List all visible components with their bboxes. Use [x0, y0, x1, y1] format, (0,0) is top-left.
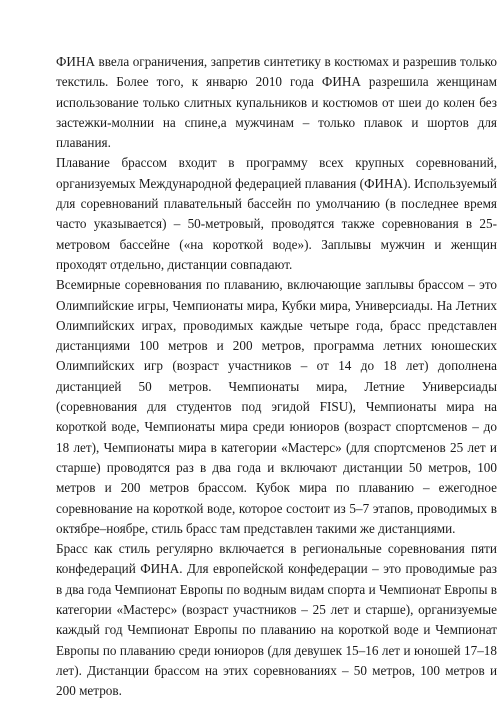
paragraph-regional-competitions: Брасс как стиль регулярно включается в региональные соревнования пяти конфедераций ФИНА. Для европейской конфедерации – это проводимые раз в два года Чемпионат Европы по водным видам спорта и Чемпионат Европы в категории «Мастерс» (возраст участников – 25 лет и старше), организуемые каждый год Чемпионат Европы по плаванию на короткой воде и Чемпионат Европы по плаванию среди юниоров (для девушек 15–16 лет и юношей 17–18 лет). Дистанции брассом на этих соревнованиях – 50 метров, 100 метров и 200 метров.: [56, 541, 497, 699]
paragraph-breaststroke-competitions: Плавание брассом входит в программу всех крупных соревнований, организуемых Международной федерацией плавания (ФИНА). Используемый для соревнований плавательный бассейн по умолчанию (в последнее время часто указывается) – 50-метровый, проводятся также соревнования в 25-метровом бассейне («на короткой воде»). Заплывы мужчин и женщин проходят отдельно, дистанции совпадают.: [56, 155, 497, 272]
document-page: [56, 52, 497, 702]
paragraph-world-competitions: Всемирные соревнования по плаванию, включающие заплывы брассом – это Олимпийские игры, Чемпионаты мира, Кубки мира, Универсиады. На Летних Олимпийских играх, проводимых каждые четыре года, брасс представлен дистанциями 100 метров и 200 метров, программа летних юношеских Олимпийских игр (возраст участников – от 14 до 18 лет) дополнена дистанцией 50 метров. Чемпионаты мира, Летние Универсиады (соревнования для студентов под эгидой FISU), Чемпионаты мира на короткой воде, Чемпионаты мира среди юниоров (возраст спортсменов – до 18 лет), Чемпионаты мира в категории «Мастерс» (для спортсменов 25 лет и старше) проводятся раз в два года и включают дистанции 50 метров, 100 метров и 200 метров брассом. Кубок мира по плаванию – ежегодное соревнование на короткой воде, которое состоит из 5–7 этапов, проводимых в октябре–ноябре, стиль брасс там представлен такими же дистанциями.: [56, 277, 497, 536]
paragraph-fina-restrictions: ФИНА ввела ограничения, запретив синтетику в костюмах и разрешив только текстиль. Более того, к январю 2010 года ФИНА разрешила женщинам использование только слитных купальников и костюмов от шеи до колен без застежки-молнии на спине,а мужчинам – только плавок и шортов для плавания.: [56, 54, 497, 151]
